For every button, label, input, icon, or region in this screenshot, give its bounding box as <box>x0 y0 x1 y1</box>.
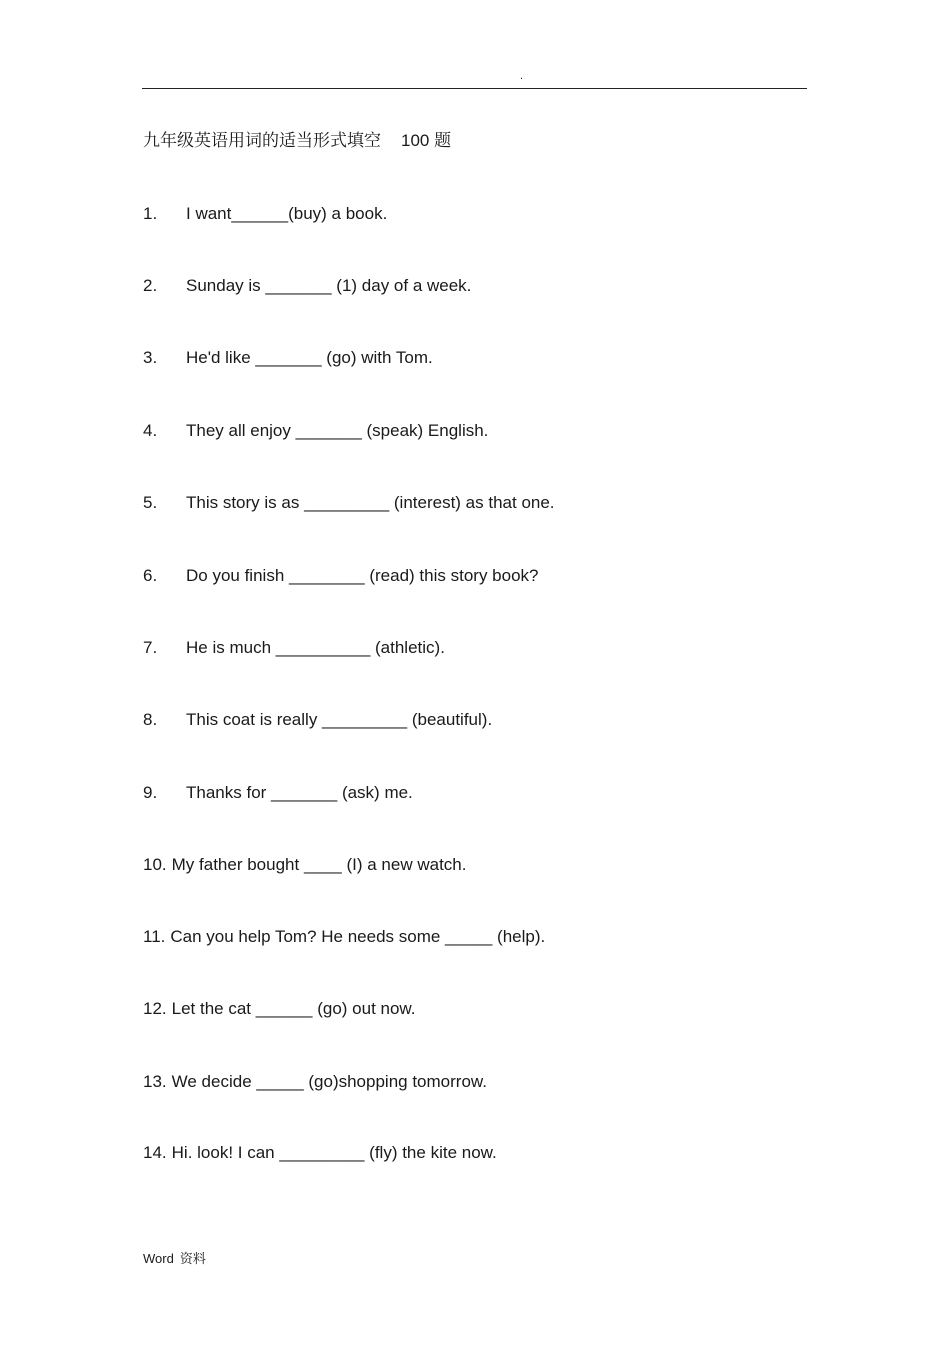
question-number: 11. <box>143 927 166 946</box>
question-number: 5. <box>143 493 158 512</box>
question-number: 14. <box>143 1143 167 1162</box>
title-text: 九年级英语用词的适当形式填空 <box>143 131 381 150</box>
question-text: We decide _____ (go)shopping tomorrow. <box>171 1072 487 1091</box>
question-text: Thanks for _______ (ask) me. <box>186 783 413 802</box>
question-item <box>143 637 445 659</box>
question-number: 7. <box>143 638 158 657</box>
question-text: I want______(buy) a book. <box>186 204 388 223</box>
question-text: Hi. look! I can _________ (fly) the kite now. <box>171 1143 497 1162</box>
question-item <box>143 782 413 804</box>
question-item <box>143 1071 487 1093</box>
header-rule <box>142 88 807 89</box>
question-item <box>143 565 538 587</box>
question-item <box>143 926 545 948</box>
question-item <box>143 709 492 731</box>
question-item <box>143 275 471 297</box>
question-text: He'd like _______ (go) with Tom. <box>186 348 433 367</box>
question-number: 1. <box>143 204 158 223</box>
question-item <box>143 203 387 225</box>
question-text: This coat is really _________ (beautiful). <box>186 710 493 729</box>
question-item <box>143 854 466 876</box>
question-text: This story is as _________ (interest) as that one. <box>186 493 555 512</box>
question-item <box>143 420 488 442</box>
question-item <box>143 998 415 1020</box>
question-text: Can you help Tom? He needs some _____ (help). <box>170 927 546 946</box>
question-text: Do you finish ________ (read) this story book? <box>186 566 539 585</box>
question-text: My father bought ____ (I) a new watch. <box>171 855 467 874</box>
question-number: 12. <box>143 999 167 1018</box>
question-number: 6. <box>143 566 158 585</box>
question-number: 4. <box>143 421 158 440</box>
page-title <box>143 130 451 152</box>
page-footer <box>143 1250 206 1268</box>
question-number: 8. <box>143 710 158 729</box>
question-number: 13. <box>143 1072 167 1091</box>
question-item <box>143 492 555 514</box>
question-text: He is much __________ (athletic). <box>186 638 445 657</box>
question-text: They all enjoy _______ (speak) English. <box>186 421 489 440</box>
question-text: Sunday is _______ (1) day of a week. <box>186 276 472 295</box>
question-item <box>143 1142 497 1164</box>
question-number: 10. <box>143 855 167 874</box>
footer-label: 资料 <box>179 1251 206 1266</box>
question-item <box>143 347 433 369</box>
title-count: 100 题 <box>401 131 452 150</box>
header-mark: . <box>520 70 524 82</box>
question-number: 3. <box>143 348 158 367</box>
footer-word: Word <box>143 1251 174 1266</box>
question-number: 2. <box>143 276 158 295</box>
question-number: 9. <box>143 783 158 802</box>
question-text: Let the cat ______ (go) out now. <box>171 999 416 1018</box>
